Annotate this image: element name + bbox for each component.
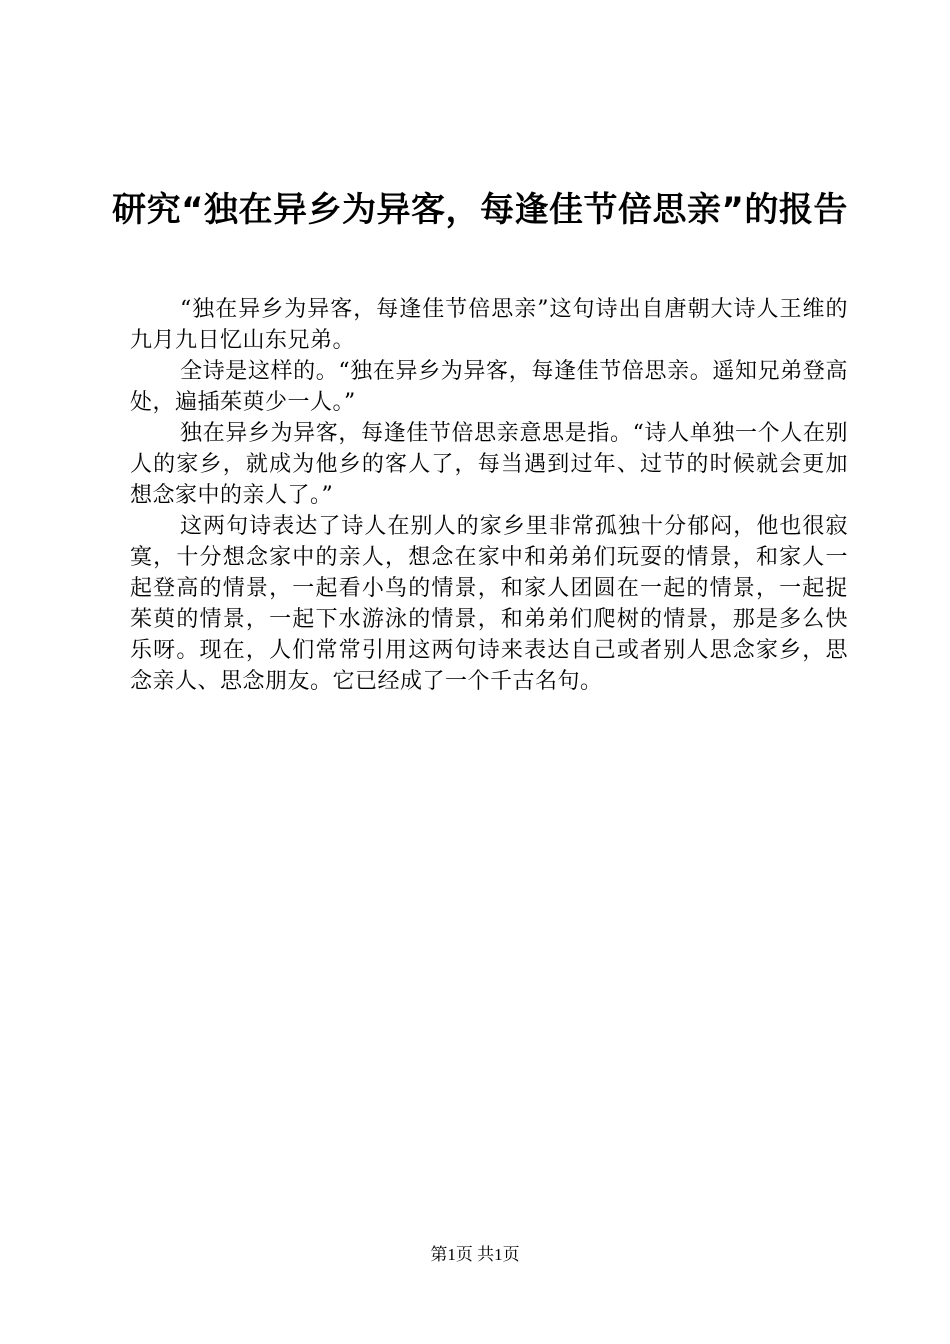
paragraph-full-poem: 全诗是这样的。“独在异乡为异客，每逢佳节倍思亲。遥知兄弟登高处，遍插茱萸少一人。” (130, 359, 848, 415)
paragraph-meaning: 独在异乡为异客，每逢佳节倍思亲意思是指。“诗人单独一个人在别人的家乡，就成为他乡的客人了，每当遇到过年、过节的时候就会更加想念家中的亲人了。” (130, 421, 848, 508)
paragraph-analysis: 这两句诗表达了诗人在别人的家乡里非常孤独十分郁闷，他也很寂寞，十分想念家中的亲人，想念在家中和弟弟们玩耍的情景，和家人一起登高的情景，一起看小鸟的情景，和家人团圆在一起的情景，一起捉茱萸的情景，一起下水游泳的情景，和弟弟们爬树的情景，那是多么快乐呀。现在，人们常常引用这两句诗来表达自己或者别人思念家乡，思念亲人、思念朋友。它已经成了一个千古名句。 (130, 514, 848, 694)
document-title: 研究“独在异乡为异客，每逢佳节倍思亲”的报告 (112, 190, 848, 230)
document-body (130, 294, 848, 697)
paragraph-source: “独在异乡为异客，每逢佳节倍思亲”这句诗出自唐朝大诗人王维的九月九日忆山东兄弟。 (130, 297, 848, 353)
page-number-footer: 第1页 共1页 (430, 1245, 520, 1264)
